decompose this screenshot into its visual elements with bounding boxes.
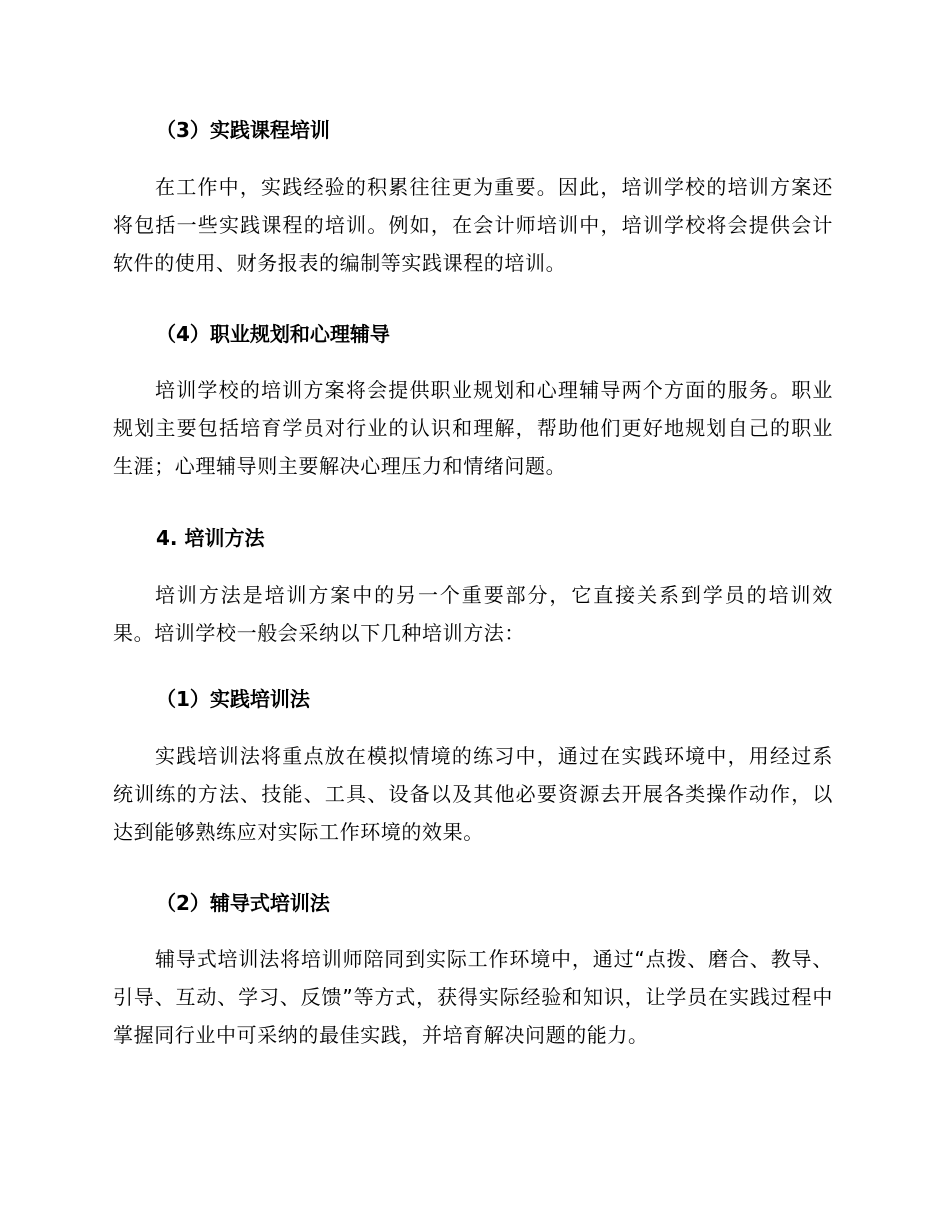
section-heading-career-planning: （4）职业规划和心理辅导 [156, 322, 390, 346]
section-heading-training-methods: 4. 培训方法 [156, 526, 265, 550]
section-heading-coaching-training-method: （2）辅导式培训法 [156, 891, 330, 915]
paragraph-practical-courses: 在工作中，实践经验的积累往往更为重要。因此，培训学校的培训方案还将包括一些实践课程的培训。例如，在会计师培训中，培训学校将会提供会计软件的使用、财务报表的编制等实践课程的培训。 [113, 175, 833, 275]
section-heading-practical-training-method: （1）实践培训法 [156, 687, 310, 711]
paragraph-practical-training-method: 实践培训法将重点放在模拟情境的练习中，通过在实践环境中，用经过系统训练的方法、技能、工具、设备以及其他必要资源去开展各类操作动作，以达到能够熟练应对实际工作环境的效果。 [113, 744, 833, 844]
paragraph-training-methods: 培训方法是培训方案中的另一个重要部分，它直接关系到学员的培训效果。培训学校一般会采纳以下几种培训方法： [113, 583, 833, 645]
paragraph-coaching-training-method: 辅导式培训法将培训师陪同到实际工作环境中，通过“点拨、磨合、教导、引导、互动、学习、反馈”等方式，获得实际经验和知识，让学员在实践过程中掌握同行业中可采纳的最佳实践，并培育解决问题的能力。 [113, 947, 833, 1047]
paragraph-career-planning: 培训学校的培训方案将会提供职业规划和心理辅导两个方面的服务。职业规划主要包括培育学员对行业的认识和理解，帮助他们更好地规划自己的职业生涯；心理辅导则主要解决心理压力和情绪问题。 [113, 378, 833, 478]
section-heading-practical-courses: （3）实践课程培训 [156, 118, 330, 142]
